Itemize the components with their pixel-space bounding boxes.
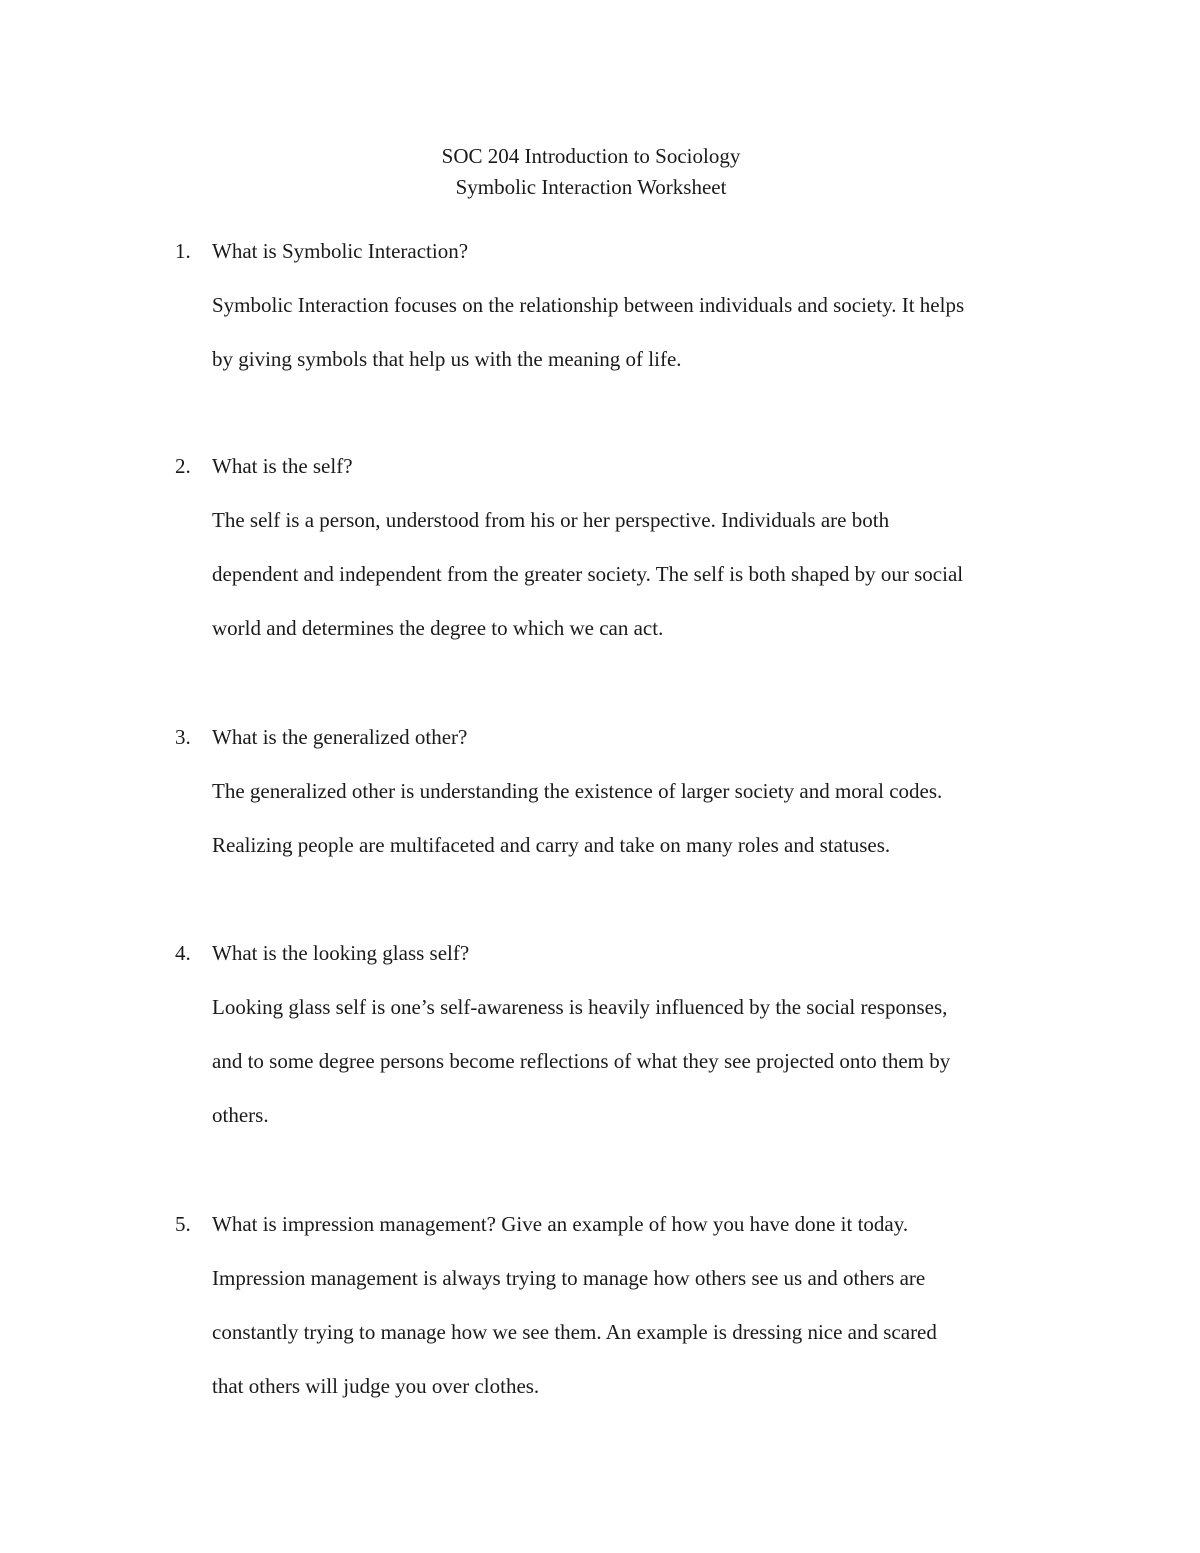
answer-line: Realizing people are multifaceted and carry and take on many roles and statuses. — [212, 833, 891, 857]
question-text: What is the self? — [212, 454, 353, 478]
question-block-3 — [0, 723, 1200, 885]
question-block-4 — [0, 939, 1200, 1155]
answer-line: The generalized other is understanding the existence of larger society and moral codes. — [212, 779, 943, 803]
question-number: 5. — [175, 1212, 191, 1236]
worksheet-title: Symbolic Interaction Worksheet — [455, 175, 727, 199]
answer-line: Symbolic Interaction focuses on the relationship between individuals and society. It helps — [212, 293, 965, 317]
answer-line: that others will judge you over clothes. — [212, 1374, 540, 1398]
answer-2 — [212, 506, 1064, 668]
answer-line: world and determines the degree to which we can act. — [212, 616, 664, 640]
question-number: 4. — [175, 941, 191, 965]
answer-line: and to some degree persons become reflections of what they see projected onto them by — [212, 1049, 951, 1073]
answer-4 — [212, 993, 1064, 1155]
answer-line: The self is a person, understood from his or her perspective. Individuals are both — [212, 508, 890, 532]
question-block-1 — [0, 237, 1200, 399]
question-text: What is the generalized other? — [212, 725, 468, 749]
answer-line: constantly trying to manage how we see them. An example is dressing nice and scared — [212, 1320, 937, 1344]
answer-line: dependent and independent from the greater society. The self is both shaped by our social — [212, 562, 964, 586]
question-text: What is Symbolic Interaction? — [212, 239, 469, 263]
question-1 — [0, 237, 1200, 265]
question-4 — [0, 939, 1200, 967]
question-block-2 — [0, 452, 1200, 668]
question-text: What is the looking glass self? — [212, 941, 470, 965]
answer-line: Looking glass self is one’s self-awareness is heavily influenced by the social responses, — [212, 995, 948, 1019]
question-block-5 — [0, 1210, 1200, 1426]
question-number: 1. — [175, 239, 191, 263]
question-number: 2. — [175, 454, 191, 478]
question-2 — [0, 452, 1200, 480]
course-title: SOC 204 Introduction to Sociology — [441, 144, 741, 168]
answer-line: others. — [212, 1103, 269, 1127]
question-text: What is impression management? Give an example of how you have done it today. — [212, 1212, 909, 1236]
answer-5 — [212, 1264, 1064, 1426]
document-header — [0, 141, 1182, 203]
answer-3 — [212, 777, 1064, 885]
question-5 — [0, 1210, 1200, 1238]
answer-line: Impression management is always trying to manage how others see us and others are — [212, 1266, 926, 1290]
answer-1 — [212, 291, 1064, 399]
question-number: 3. — [175, 725, 191, 749]
answer-line: by giving symbols that help us with the meaning of life. — [212, 347, 682, 371]
question-3 — [0, 723, 1200, 751]
